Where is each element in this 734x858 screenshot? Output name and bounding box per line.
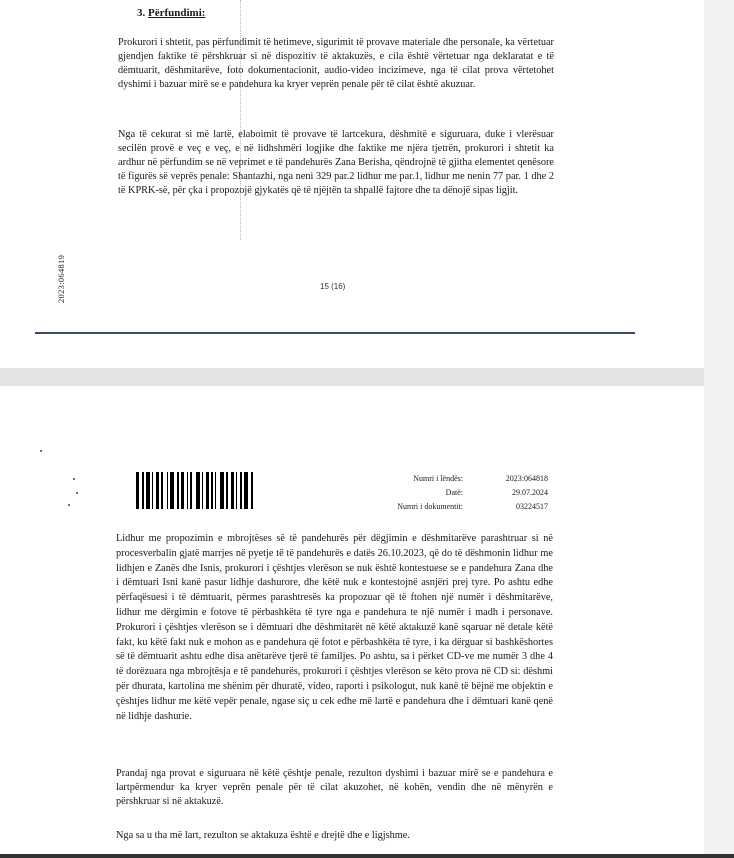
- section-heading: [137, 7, 205, 19]
- scan-speck: [68, 504, 70, 506]
- body-paragraph-2: Prandaj nga provat e siguruara në këtë çështje penale, rezulton dyshimi i bazuar mirë se e pandehura e lartpërmendur ka kryer veprën penale për të cilat akuzohet, në kohën, vendin dhe në mënyrën e përshkruar si në aktakuzë.: [116, 768, 553, 807]
- conclusion-paragraph-1: Prokurori i shtetit, pas përfundimit të hetimeve, sigurimit të provave materiale dhe personale, ka vërtetuar gjendjen faktike të përshkruar si në dispozitiv të aktakuzës, e cila është vërtetuar nga deklaratat e të dëmtuarit, dëshmitarëve, foto dokumentacionit, audio-video incizimeve, nga të cilat prova vërtetohet dyshimi i bazuar mirë se e pandehura ka kryer veprën penale për të cilat është akuzuar.: [118, 37, 554, 90]
- meta-row-date: [380, 486, 548, 500]
- viewer-bottom-bar: [0, 854, 734, 858]
- meta-row-case-number: [380, 472, 548, 486]
- section-number: 3.: [137, 7, 146, 19]
- document-page-15: [0, 0, 704, 368]
- meta-value: 03224517: [516, 502, 548, 511]
- body-paragraph-3: Nga sa u tha më lart, rezulton se aktakuza është e drejtë dhe e ligjshme.: [116, 830, 410, 841]
- case-side-code: 2023:064819: [56, 254, 66, 303]
- meta-label: Datë:: [445, 488, 463, 497]
- scan-speck: [73, 478, 75, 480]
- section-title: Përfundimi:: [148, 7, 206, 19]
- document-page-16: [0, 386, 704, 858]
- conclusion-paragraph-2: Nga të cekurat si më lartë, elaboimit të provave të lartcekura, dëshmitë e siguruara, duke i vlerësuar secilën provë e veç e veç, e në lidhshmëri logjike dhe faktike me njëra tjetrën, prokurori i shtetit ka ardhur në përfundim se në veprimet e të pandehurës Zana Berisha, qëndrojnë të gjitha elementet qenësore të figurës së veprës penale: Shantazhi, nga neni 329 par.2 lidhur me par.1, lidhur me nenin 77 par. 1 dhe 2 të KPRK-së, për çka i propozojë gjykatës që të njëjtën ta shpallë fajtore dhe ta dënojë sipas ligjit.: [118, 129, 554, 196]
- scan-speck: [40, 450, 42, 452]
- scan-speck: [76, 492, 78, 494]
- document-meta: [380, 472, 548, 514]
- document-barcode: [136, 472, 289, 509]
- meta-value: 29.07.2024: [512, 488, 548, 497]
- page-number: 15 (16): [320, 282, 346, 291]
- meta-label: Numri i dokumentit:: [397, 502, 463, 511]
- meta-row-document-number: [380, 500, 548, 514]
- page-bottom-rule: [35, 332, 635, 334]
- body-paragraph-1: Lidhur me propozimin e mbrojtëses së të pandehurës për dëgjimin e dëshmitarëve parashtruar si në procesverbalin gjatë marrjes në pyetje të të pandehurës e datës 26.10.2023, që do të dëshmonin lidhur me lidhjen e Zanës dhe Isnis, prokurori i çështjes vlerëson se nuk është kontestuese se e pandehura Zana dhe i dëmtuari Isni kanë pasur lidhje dashurore, dhe këtë nuk e kontestojnë asnjëri prej tyre. Po ashtu edhe përfaqësuesi i të dëmtuarit, përmes parashtresës ka propozuar që të ftohen një numër i dëshmitarëve, lidhur me dërgimin e fotove të përbashkëta të tyre nga e pandehura te një numër i madh i personave. Prokurori i çështjes vlerëson se i dëmtuari dhe dëshmitarët në këtë aktakuzë kanë sqaruar në detale këtë fakt, ku këtë fakt nuk e mohon as e pandehura që fotot e përbashkëta të tyre, i ka dërguar si bashkëshortes së të dëmtuarit ashtu edhe disa anëtarëve tjerë të familjes. Po ashtu, sa i përket CD-ve me numër 3 dhe 4 të dorëzuara nga mbrojtësja e të pandehurës, prokurori i çështjes vlerëson se këto prova në CD si: dëshmi për dhurata, kartolina me shënim për dhuratë, video, raporti i psikologut, nuk kanë të bëjnë me objektin e çështjes lidhur me këtë vepër penale, ngase siç u cek edhe më lartë e pandehura dhe i dëmtuari kanë qenë në lidhje dashurie.: [116, 533, 553, 722]
- viewer-scrollbar[interactable]: [704, 0, 734, 858]
- meta-label: Numri i lëndës:: [413, 474, 463, 483]
- meta-value: 2023:064818: [505, 474, 548, 483]
